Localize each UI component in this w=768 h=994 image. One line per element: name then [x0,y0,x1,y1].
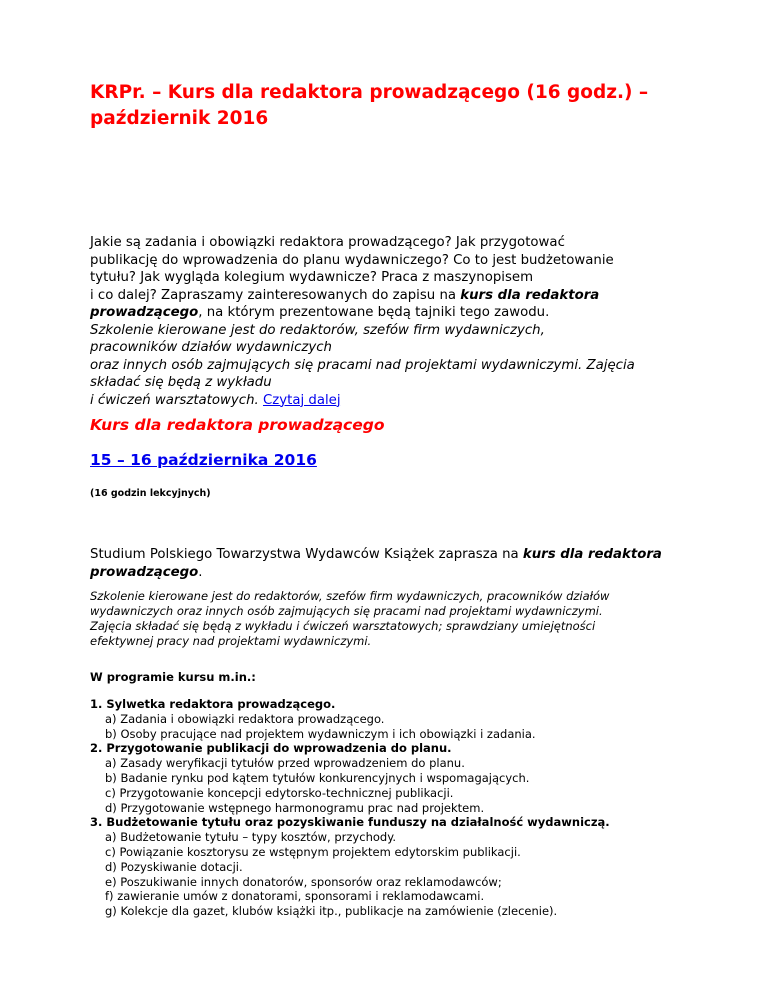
target-audience-paragraph [90,589,690,649]
program-item: b) Badanie rynku pod kątem tytułów konkurencyjnych i wspomagających. [105,770,530,785]
program-item: e) Poszukiwanie innych donatorów, sponsorów oraz reklamodawców; [105,874,502,889]
intro-line: Szkolenie kierowane jest do redaktorów, szefów firm wydawniczych, [90,322,545,338]
intro-line: Jakie są zadania i obowiązki redaktora prowadzącego? Jak przygotować [90,235,565,250]
program-item: d) Pozyskiwanie dotacji. [105,859,243,874]
target-line: efektywnej pracy nad projektami wydawniczymi. [90,634,372,648]
intro-line [90,287,690,305]
intro-line: publikację do wprowadzenia do planu wydawniczego? Co to jest budżetowanie [90,252,614,268]
invite-emphasis: prowadzącego [90,564,199,580]
target-line: Zajęcia składać się będą z wykładu i ćwiczeń warsztatowych; sprawdziany umiejętności [90,619,596,633]
invite-paragraph [90,546,690,581]
page-title: KRPr. – Kurs dla redaktora prowadzącego (16 godz.) – październik 2016 [90,82,649,129]
program-item: a) Budżetowanie tytułu – typy kosztów, przychody. [105,830,397,845]
intro-paragraph [90,234,690,409]
program-item: c) Przygotowanie koncepcji edytorsko-technicznej publikacji. [105,785,454,800]
program-item: a) Zasady weryfikacji tytułów przed wprowadzeniem do planu. [105,756,465,771]
intro-line: pracowników działów wydawniczych [90,340,332,355]
intro-line [90,392,690,410]
intro-text: i co dalej? Zapraszamy zainteresowanych do zapisu na [90,287,461,303]
read-more-link[interactable]: Czytaj dalej [262,392,341,408]
program-list [90,697,730,919]
invite-text: . [198,564,203,580]
target-line: wydawniczych oraz innych osób zajmujących się pracami nad projektami wydawniczymi. [90,604,603,618]
program-item: b) Osoby pracujące nad projektem wydawniczym i ich obowiązki i zadania. [105,726,536,741]
intro-line: oraz innych osób zajmujących się pracami nad projektami wydawniczymi. Zajęcia [90,357,635,373]
program-heading: W programie kursu m.in.: [90,670,256,684]
program-section-title: 3. Budżetowanie tytułu oraz pozyskiwanie funduszy na działalność wydawniczą. [90,815,610,830]
program-item: c) Powiązanie kosztorysu ze wstępnym projektem edytorskim publikacji. [105,844,521,859]
program-item: a) Zadania i obowiązki redaktora prowadzącego. [105,711,385,726]
course-date-link[interactable]: 15 – 16 października 2016 [90,451,317,469]
program-section-title: 2. Przygotowanie publikacji do wprowadzenia do planu. [90,741,452,756]
intro-line: tytułu? Jak wygląda kolegium wydawnicze? Praca z maszynopisem [90,270,534,285]
program-item: f) zawieranie umów z donatorami, sponsorami i reklamodawcami. [105,889,485,904]
intro-text: i ćwiczeń warsztatowych. [90,392,259,408]
invite-emphasis: kurs dla redaktora [522,547,662,562]
program-section-title: 1. Sylwetka redaktora prowadzącego. [90,697,336,711]
course-heading: Kurs dla redaktora prowadzącego [90,416,385,434]
intro-emphasis: prowadzącego [90,305,199,320]
intro-line [90,304,690,322]
intro-emphasis: kurs dla redaktora [460,287,600,303]
invite-text: Studium Polskiego Towarzystwa Wydawców Książek zaprasza na [90,547,523,562]
program-item: g) Kolekcje dla gazet, klubów książki itp., publikacje na zamówienie (zlecenie). [105,904,558,919]
target-line: Szkolenie kierowane jest do redaktorów, szefów firm wydawniczych, pracowników działów [90,589,610,603]
intro-text: , na którym prezentowane będą tajniki tego zawodu. [198,305,550,320]
intro-line: składać się będą z wykładu [90,375,272,390]
program-item: d) Przygotowanie wstępnego harmonogramu prac nad projektem. [105,800,485,815]
course-hours: (16 godzin lekcyjnych) [90,488,211,499]
invite-line [90,564,690,582]
invite-line [90,546,690,564]
